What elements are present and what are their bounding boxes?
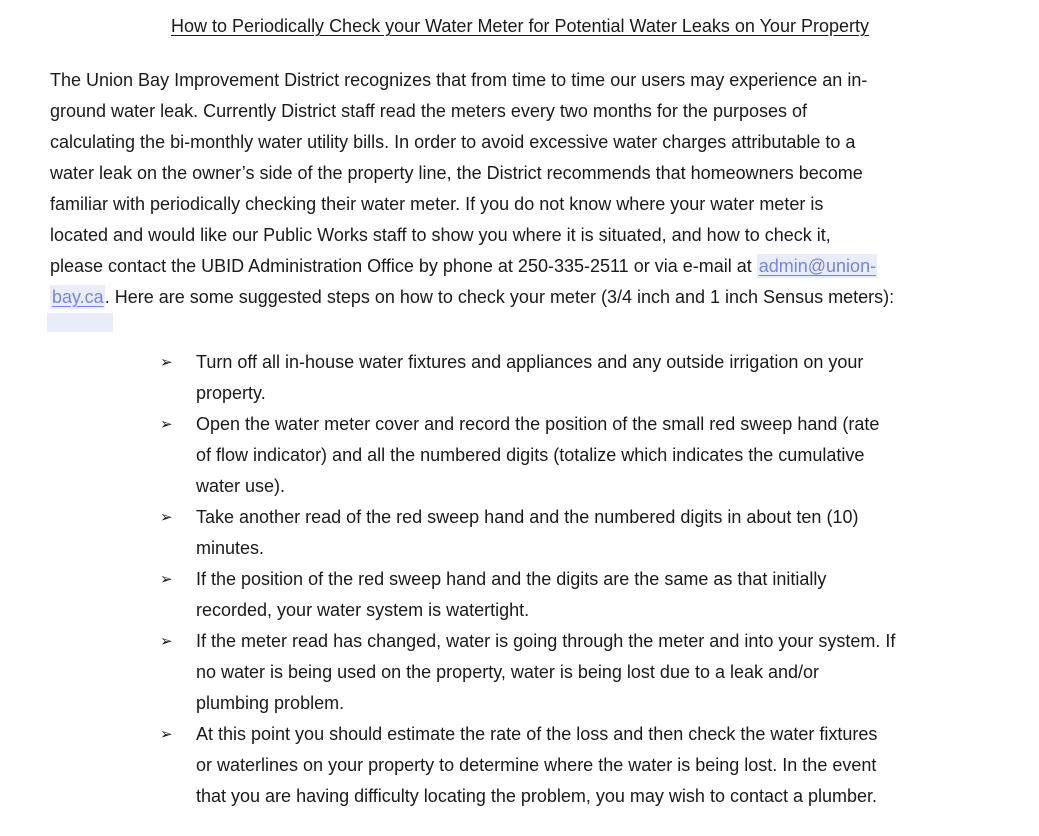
email-link-part1[interactable]: admin@union- (758, 256, 877, 276)
list-item (160, 564, 990, 626)
document-title-text: How to Periodically Check your Water Meter for Potential Water Leaks on Your Property (171, 16, 869, 36)
list-item-line: of flow indicator) and all the numbered digits (totalize which indicates the cumulative (196, 445, 865, 465)
list-item (160, 719, 990, 812)
bullet-arrow-icon: ➢ (160, 416, 173, 433)
document-title (50, 14, 990, 38)
list-item-line: or waterlines on your property to determine where the water is being lost. In the event (196, 755, 877, 775)
link-selection-highlight (47, 313, 113, 332)
paragraph-line: located and would like our Public Works staff to show you where it is situated, and how to check it, (50, 225, 831, 245)
list-item-line: that you are having difficulty locating the problem, you may wish to contact a plumber. (196, 786, 878, 806)
list-item-line: plumbing problem. (196, 693, 345, 713)
list-item (160, 502, 990, 564)
paragraph-text: . Here are some suggested steps on how to check your meter (3/4 inch and 1 inch Sensus meters): (104, 287, 895, 307)
list-item (160, 626, 990, 719)
bullet-arrow-icon: ➢ (160, 633, 173, 650)
list-item (160, 347, 990, 409)
bullet-arrow-icon: ➢ (160, 354, 173, 371)
bullet-arrow-icon: ➢ (160, 509, 173, 526)
list-item-line: property. (196, 383, 266, 403)
paragraph-line: water leak on the owner’s side of the property line, the District recommends that homeowners become (50, 163, 863, 183)
list-item-line: Turn off all in-house water fixtures and appliances and any outside irrigation on your (196, 352, 864, 372)
paragraph-line (50, 251, 990, 282)
paragraph-text: please contact the UBID Administration Office by phone at 250-335-2511 or via e-mail at (50, 256, 757, 276)
list-item (160, 409, 990, 502)
bullet-arrow-icon: ➢ (160, 726, 173, 743)
paragraph-line: calculating the bi-monthly water utility bills. In order to avoid excessive water charges attributable to a (50, 132, 856, 152)
list-item-line: water use). (196, 476, 286, 496)
paragraph-line (50, 282, 990, 313)
list-item-line: Take another read of the red sweep hand and the numbered digits in about ten (10) (196, 507, 859, 527)
list-item-line: minutes. (196, 538, 265, 558)
intro-paragraph (50, 65, 990, 313)
email-link-part2[interactable]: bay.ca (52, 287, 104, 307)
list-item-line: recorded, your water system is watertight. (196, 600, 530, 620)
list-item-line: At this point you should estimate the rate of the loss and then check the water fixtures (196, 724, 878, 744)
paragraph-line: The Union Bay Improvement District recognizes that from time to time our users may experience an in- (50, 70, 868, 90)
paragraph-line: familiar with periodically checking their water meter. If you do not know where your water meter is (50, 194, 824, 214)
steps-list (160, 347, 990, 812)
list-item-line: If the meter read has changed, water is going through the meter and into your system. If (196, 631, 896, 651)
bullet-arrow-icon: ➢ (160, 571, 173, 588)
list-item-line: no water is being used on the property, water is being lost due to a leak and/or (196, 662, 820, 682)
list-item-line: If the position of the red sweep hand and the digits are the same as that initially (196, 569, 827, 589)
list-item-line: Open the water meter cover and record the position of the small red sweep hand (rate (196, 414, 880, 434)
paragraph-line: ground water leak. Currently District staff read the meters every two months for the purposes of (50, 101, 808, 121)
